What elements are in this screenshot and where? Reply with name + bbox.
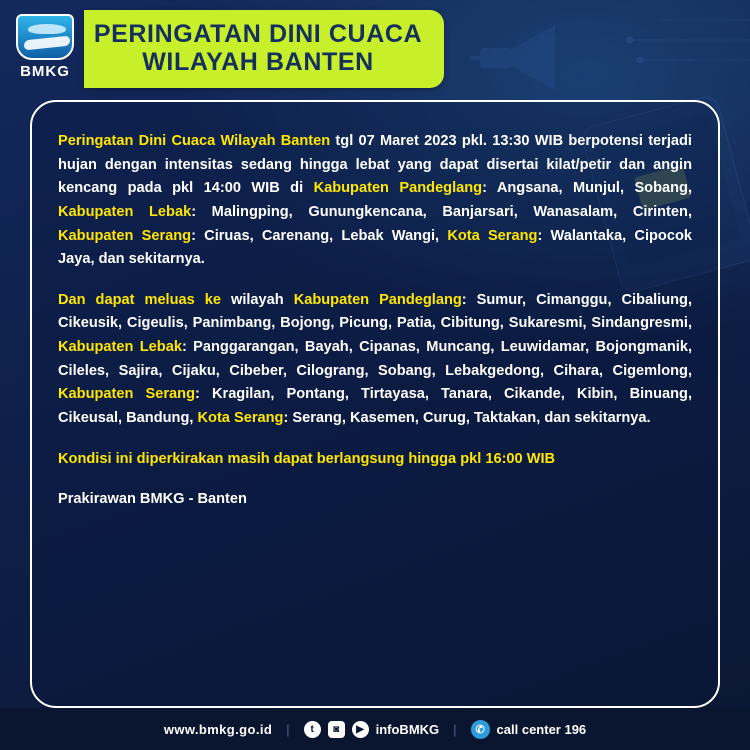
bmkg-logo-text: BMKG: [20, 63, 70, 80]
page-title: [84, 10, 444, 88]
twitter-icon[interactable]: t: [304, 721, 321, 738]
bmkg-logo: [10, 8, 80, 86]
social-handle[interactable]: infoBMKG: [375, 721, 440, 737]
warning-body: [58, 130, 692, 512]
paragraph-2: Dan dapat meluas ke wilayah Kabupaten Pandeglang: Sumur, Cimanggu, Cibaliung, Cikeusik, Cigeulis, Panimbang, Bojong, Picung, Patia, Cibitung, Sukaresmi, Sindangresmi, Kabupaten Lebak: Panggarangan, Bayah, Cipanas, Muncang, Leuwidamar, Bojongmanik, Cileles, Sajira, Cijaku, Cibeber, Cilograng, Sobang, Lebakgedong, Cihara, Cigemlong, Kabupaten Serang: Kragilan, Pontang, Tirtayasa, Tanara, Cikande, Kibin, Binuang, Cikeusal, Bandung, Kota Serang: Serang, Kasemen, Curug, Taktakan, dan sekitarnya.: [58, 291, 693, 427]
footer-separator-2: |: [453, 721, 457, 737]
footer-separator-1: |: [286, 721, 290, 737]
instagram-icon[interactable]: ◙: [328, 721, 345, 738]
page-title-line-1: PERINGATAN DINI CUACA: [93, 20, 423, 48]
call-center[interactable]: [471, 720, 587, 739]
youtube-icon[interactable]: ▶: [352, 721, 369, 738]
phone-icon: ✆: [471, 720, 490, 739]
page-title-line-2: WILAYAH BANTEN: [142, 48, 374, 76]
paragraph-1: Peringatan Dini Cuaca Wilayah Banten tgl 07 Maret 2023 pkl. 13:30 WIB berpotensi terjadi hujan dengan intensitas sedang hingga lebat yang dapat disertai kilat/petir dan angin kencang pada pkl 14:00 WIB di Kabupaten Pandeglang: Angsana, Munjul, Sobang, Kabupaten Lebak: Malingping, Gunungkencana, Banjarsari, Wanasalam, Cirinten, Kabupaten Serang: Ciruas, Carenang, Lebak Wangi, Kota Serang: Walantaka, Cipocok Jaya, dan sekitarnya.: [58, 133, 693, 268]
paragraph-4: Prakirawan BMKG - Banten: [58, 491, 247, 508]
paragraph-3: Kondisi ini diperkirakan masih dapat berlangsung hingga pkl 16:00 WIB: [58, 450, 556, 467]
social-links[interactable]: [304, 721, 440, 738]
poster-footer: [0, 708, 750, 750]
poster-header: [0, 0, 750, 100]
call-center-label: call center 196: [496, 721, 587, 737]
bmkg-shield-icon: [16, 14, 74, 60]
warning-card: [30, 100, 720, 708]
website-link[interactable]: www.bmkg.go.id: [163, 721, 273, 737]
